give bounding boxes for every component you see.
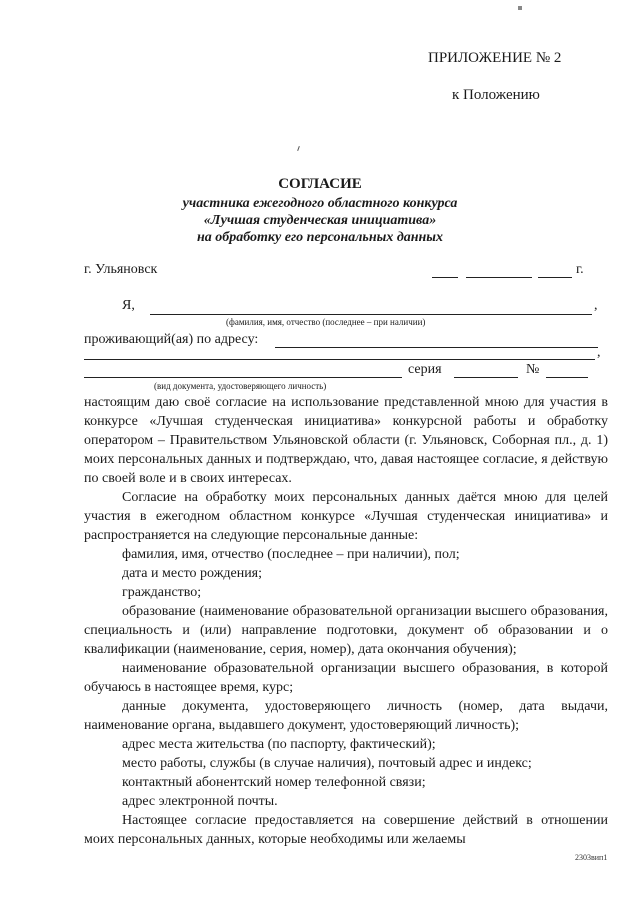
year-suffix: г. — [576, 262, 584, 277]
address-comma: , — [597, 345, 601, 360]
consent-paragraph-2: Согласие на обработку моих персональных данных даётся мною для целей участия в ежегодном областном конкурсе «Лучшая студенческая инициатива» и распространяется на следующие персональные данные: — [84, 490, 608, 543]
appendix-label: ПРИЛОЖЕНИЕ № 2 — [428, 50, 562, 66]
city-label: г. Ульяновск — [84, 262, 158, 277]
scan-mark — [297, 146, 300, 151]
consent-body — [84, 393, 608, 849]
name-comma: , — [594, 298, 598, 313]
number-blank[interactable] — [546, 377, 588, 378]
list-item: наименование образовательной организации высшего образования, в которой обучаюсь в настоящее время, курс; — [84, 661, 608, 695]
subtitle-line-1: участника ежегодного областного конкурса — [182, 196, 458, 211]
full-name-blank[interactable] — [150, 314, 592, 315]
list-item: данные документа, удостоверяющего личность (номер, дата выдачи, наименование органа, выдавшего документ, удостоверяющий личность); — [84, 699, 608, 733]
address-label: проживающий(ая) по адресу: — [84, 332, 259, 347]
consent-paragraph-1: настоящим даю своё согласие на использование представленной мною для участия в конкурсе «Лучшая студенческая инициатива» конкурсной работы и обработку оператором – Правительством Ульяновской области (г. Ульяновск, Соборная пл., д. 1) моих персональных данных и подтверждаю, что, давая настоящее согласие, я действую по своей воле и в своих интересах. — [84, 395, 608, 486]
list-item: дата и место рождения; — [122, 566, 263, 581]
id-document-blank[interactable] — [84, 377, 402, 378]
ya-label: Я, — [122, 298, 135, 313]
series-label: серия — [408, 362, 442, 377]
id-document-hint: (вид документа, удостоверяющего личность) — [154, 381, 327, 391]
subtitle-line-3: на обработку его персональных данных — [196, 230, 444, 245]
document-title: СОГЛАСИЕ — [278, 176, 362, 192]
date-day-blank[interactable] — [432, 277, 458, 278]
date-month-blank[interactable] — [466, 277, 532, 278]
subtitle-line-2: «Лучшая студенческая инициатива» — [203, 213, 437, 228]
list-item: место работы, службы (в случае наличия), почтовый адрес и индекс; — [122, 756, 532, 771]
series-blank[interactable] — [454, 377, 518, 378]
name-hint: (фамилия, имя, отчество (последнее – при наличии) — [226, 317, 426, 327]
list-item: фамилия, имя, отчество (последнее – при наличии), пол; — [122, 547, 460, 562]
list-item: контактный абонентский номер телефонной связи; — [122, 775, 426, 790]
regulation-reference: к Положению — [452, 87, 540, 103]
list-item: образование (наименование образовательной организации высшего образования, специальность и (или) направление подготовки, документ об образовании и о квалификации (наименование, серия, номер), дата окончания обучения); — [84, 604, 608, 657]
address-blank-1[interactable] — [275, 347, 598, 348]
list-item: адрес места жительства (по паспорту, фактический); — [122, 737, 436, 752]
number-label: № — [526, 362, 540, 377]
consent-paragraph-3: Настоящее согласие предоставляется на совершение действий в отношении моих персональных данных, которые необходимы или желаемы — [84, 813, 608, 847]
scan-speck — [518, 6, 522, 10]
date-year-blank[interactable] — [538, 277, 572, 278]
list-item: адрес электронной почты. — [122, 794, 278, 809]
list-item: гражданство; — [122, 585, 202, 600]
address-blank-2[interactable] — [84, 359, 595, 360]
footer-code: 2303вип1 — [575, 853, 608, 862]
